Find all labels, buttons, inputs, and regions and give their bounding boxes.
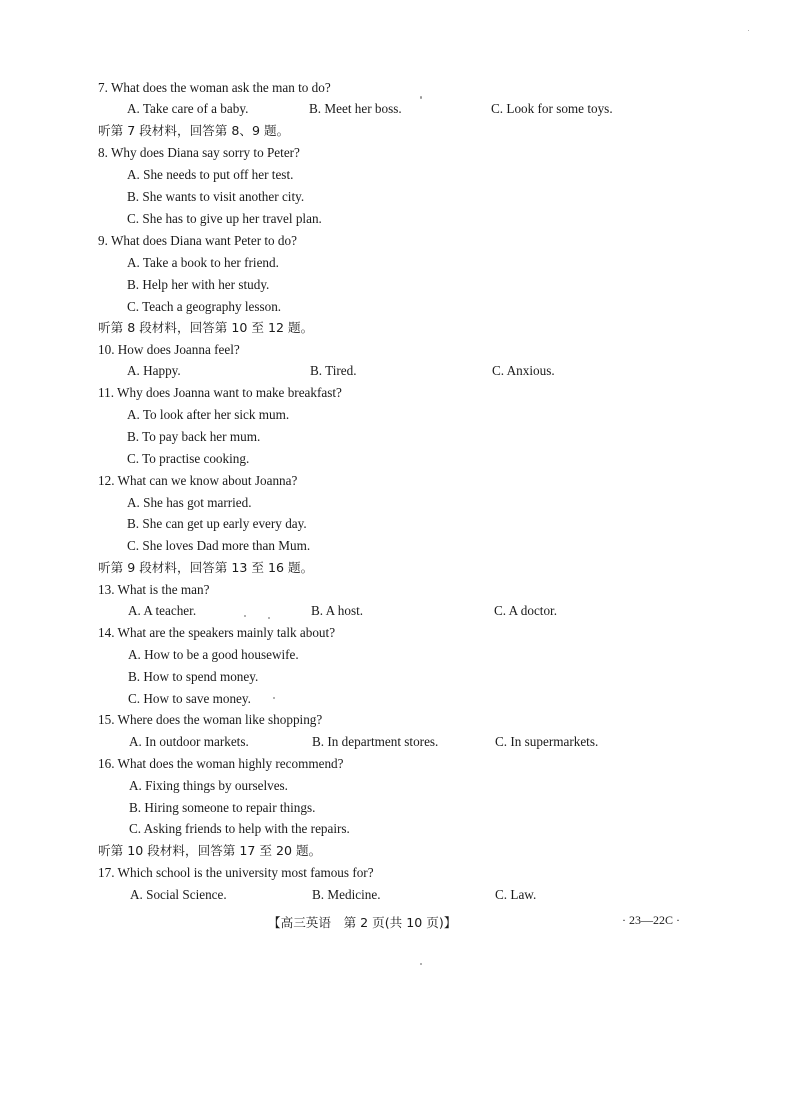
scan-speck [420,96,422,99]
section-10-heading: 听第 10 段材料，回答第 17 至 20 题。 [98,843,322,858]
option-11b: B. To pay back her mum. [127,429,261,444]
question-16: 16. What does the woman highly recommend? [98,756,344,771]
option-7c: C. Look for some toys. [491,101,613,116]
option-9a: A. Take a book to her friend. [127,255,279,270]
section-8-heading: 听第 8 段材料，回答第 10 至 12 题。 [98,320,314,335]
option-17a: A. Social Science. [130,887,227,902]
question-9: 9. What does Diana want Peter to do? [98,233,297,248]
question-14: 14. What are the speakers mainly talk about? [98,625,336,640]
question-7: 7. What does the woman ask the man to do? [98,80,331,95]
option-9c: C. Teach a geography lesson. [127,299,282,314]
option-16b: B. Hiring someone to repair things. [129,800,316,815]
option-17b: B. Medicine. [312,887,381,902]
question-17: 17. Which school is the university most famous for? [98,865,374,880]
question-11: 11. Why does Joanna want to make breakfast? [98,385,342,400]
option-7b: B. Meet her boss. [309,101,402,116]
scan-speck [420,963,422,965]
question-10: 10. How does Joanna feel? [98,342,240,357]
option-17c: C. Law. [495,887,537,902]
page-footer-code: · 23—22C · [622,913,680,927]
question-8: 8. Why does Diana say sorry to Peter? [98,145,300,160]
option-12c: C. She loves Dad more than Mum. [127,538,311,553]
option-12a: A. She has got married. [127,495,252,510]
scan-speck [273,697,275,699]
option-10a: A. Happy. [127,363,181,378]
scan-speck [748,30,749,31]
option-15a: A. In outdoor markets. [129,734,249,749]
section-7-heading: 听第 7 段材料，回答第 8、9 题。 [98,123,290,138]
question-12: 12. What can we know about Joanna? [98,473,298,488]
option-13c: C. A doctor. [494,603,558,618]
section-9-heading: 听第 9 段材料，回答第 13 至 16 题。 [98,560,314,575]
option-8b: B. She wants to visit another city. [127,189,305,204]
option-10c: C. Anxious. [492,363,555,378]
option-15c: C. In supermarkets. [495,734,599,749]
scan-speck [268,617,270,619]
page-footer-title: 【高三英语 第 2 页(共 10 页)】 [268,915,457,930]
option-13b: B. A host. [311,603,364,618]
option-14c: C. How to save money. [128,691,251,706]
option-12b: B. She can get up early every day. [127,516,307,531]
option-8a: A. She needs to put off her test. [127,167,294,182]
option-16c: C. Asking friends to help with the repairs. [129,821,350,836]
option-14a: A. How to be a good housewife. [128,647,299,662]
scan-speck [244,615,246,617]
question-15: 15. Where does the woman like shopping? [98,712,323,727]
question-13: 13. What is the man? [98,582,210,597]
option-13a: A. A teacher. [128,603,197,618]
option-8c: C. She has to give up her travel plan. [127,211,322,226]
option-14b: B. How to spend money. [128,669,259,684]
option-9b: B. Help her with her study. [127,277,270,292]
option-10b: B. Tired. [310,363,357,378]
option-15b: B. In department stores. [312,734,439,749]
option-16a: A. Fixing things by ourselves. [129,778,288,793]
option-11c: C. To practise cooking. [127,451,250,466]
option-11a: A. To look after her sick mum. [127,407,290,422]
option-7a: A. Take care of a baby. [127,101,249,116]
